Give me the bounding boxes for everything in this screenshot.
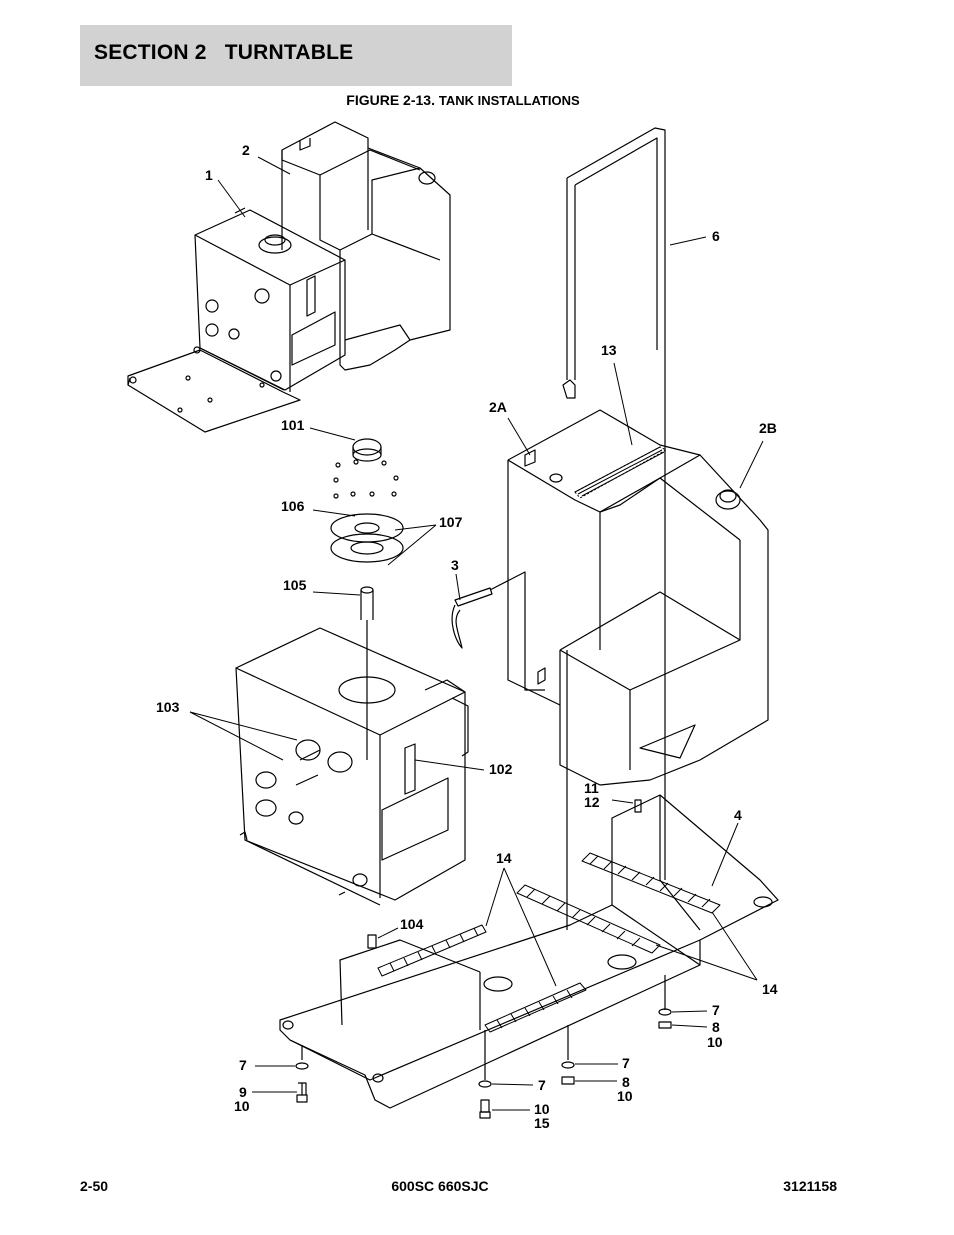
- callout-7-left: 7: [239, 1057, 247, 1073]
- callout-1: 1: [205, 167, 213, 183]
- callout-8-mid: 8: [622, 1074, 630, 1090]
- callout-labels: [156, 142, 778, 1131]
- callout-6: 6: [712, 228, 720, 244]
- model-numbers: 600SC 660SJC: [391, 1178, 489, 1194]
- callout-10-right: 10: [707, 1034, 723, 1050]
- callout-9: 9: [239, 1084, 247, 1100]
- decal-strip-13: [575, 447, 666, 498]
- upper-tank-assembly: [128, 122, 450, 432]
- callout-14-right: 14: [762, 981, 778, 997]
- callout-2: 2: [242, 142, 250, 158]
- callout-15: 15: [534, 1115, 550, 1131]
- callout-10-center: 10: [534, 1101, 550, 1117]
- callout-107: 107: [439, 514, 463, 530]
- callout-2B: 2B: [759, 420, 777, 436]
- callout-7-mid: 7: [622, 1055, 630, 1071]
- callout-3: 3: [451, 557, 459, 573]
- callout-104: 104: [400, 916, 424, 932]
- figure-caption: TANK INSTALLATIONS: [438, 93, 580, 108]
- callout-8-right: 8: [712, 1019, 720, 1035]
- figure-number: FIGURE 2-13.: [346, 92, 435, 108]
- hydraulic-tank: [236, 628, 468, 948]
- callout-10-mid: 10: [617, 1088, 633, 1104]
- callout-2A: 2A: [489, 399, 507, 415]
- callout-106: 106: [281, 498, 305, 514]
- hardware: [296, 350, 671, 1118]
- sending-unit: [452, 572, 545, 690]
- manual-number: 3121158: [783, 1178, 837, 1194]
- callout-14: 14: [496, 850, 512, 866]
- callout-7-center: 7: [538, 1077, 546, 1093]
- callout-11: 11: [584, 780, 599, 796]
- callout-12: 12: [584, 794, 600, 810]
- section-name: TURNTABLE: [224, 41, 354, 64]
- callout-103: 103: [156, 699, 180, 715]
- section-label: SECTION 2: [94, 41, 207, 64]
- callout-105: 105: [283, 577, 307, 593]
- callout-7-right: 7: [712, 1002, 720, 1018]
- base-plate: [280, 795, 778, 1108]
- callout-10-left: 10: [234, 1098, 250, 1114]
- callout-102: 102: [489, 761, 513, 777]
- callout-101: 101: [281, 417, 305, 433]
- callout-4: 4: [734, 807, 742, 823]
- page-number: 2-50: [80, 1178, 109, 1194]
- callout-13: 13: [601, 342, 617, 358]
- cap-and-gasket-stack: [331, 439, 403, 760]
- leader-lines: [190, 157, 763, 1110]
